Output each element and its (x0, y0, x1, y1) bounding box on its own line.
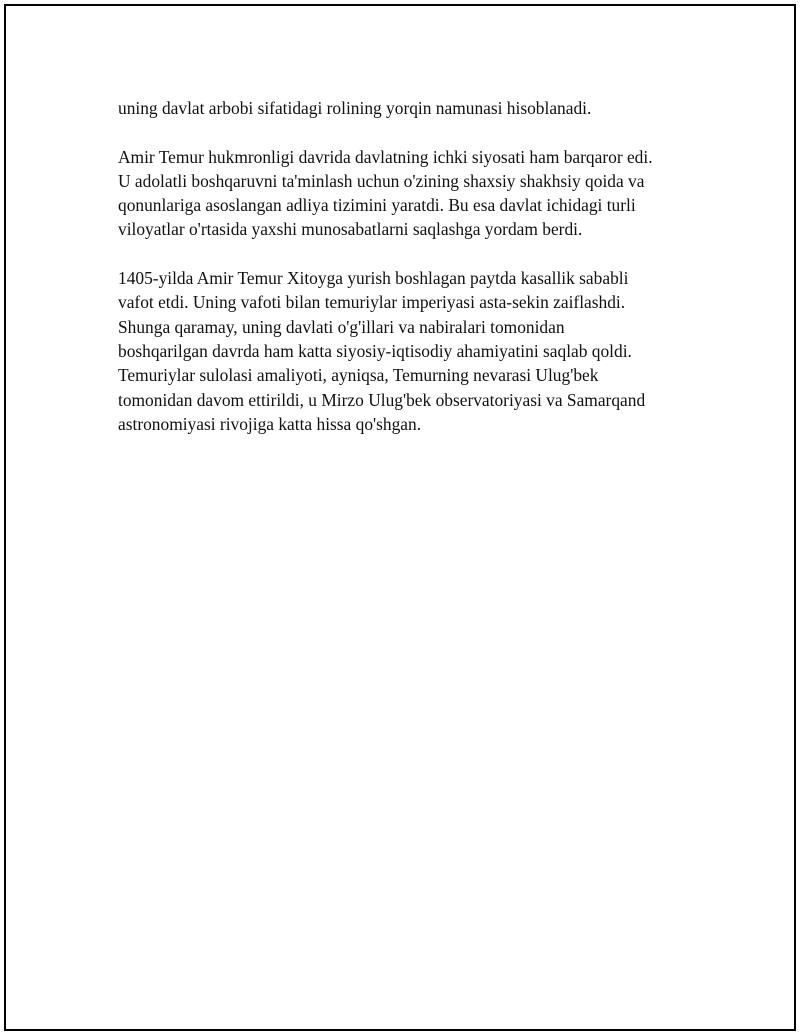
text-line: tomonidan davom ettirildi, u Mirzo Ulug'bek observatoriyasi va Samarqand (118, 389, 646, 410)
paragraph-2 (118, 145, 718, 242)
text-line: Temuriylar sulolasi amaliyoti, ayniqsa, Temurning nevarasi Ulug'bek (118, 365, 599, 386)
paragraph-3 (118, 266, 718, 436)
text-line: 1405-yilda Amir Temur Xitoyga yurish boshlagan paytda kasallik sababli (118, 268, 629, 289)
paragraph-1 (118, 96, 718, 120)
text-line: Amir Temur hukmronligi davrida davlatning ichki siyosati ham barqaror edi. (118, 146, 653, 167)
text-line: uning davlat arbobi sifatidagi rolining yorqin namunasi hisoblanadi. (118, 98, 592, 118)
text-line: astronomiyasi rivojiga katta hissa qo'shgan. (118, 413, 422, 434)
document-body (118, 96, 718, 460)
text-line: Shunga qaramay, uning davlati o'g'illari va nabiralari tomonidan (118, 316, 565, 337)
document-page (4, 4, 796, 1031)
text-line: qonunlariga asoslangan adliya tizimini yaratdi. Bu esa davlat ichidagi turli (118, 195, 636, 216)
text-line: viloyatlar o'rtasida yaxshi munosabatlarni saqlashga yordam berdi. (118, 219, 583, 240)
text-line: U adolatli boshqaruvni ta'minlash uchun o'zining shaxsiy shakhsiy qoida va (118, 170, 645, 191)
text-line: vafot etdi. Uning vafoti bilan temuriylar imperiyasi asta-sekin zaiflashdi. (118, 292, 626, 313)
text-line: boshqarilgan davrda ham katta siyosiy-iqtisodiy ahamiyatini saqlab qoldi. (118, 340, 632, 361)
